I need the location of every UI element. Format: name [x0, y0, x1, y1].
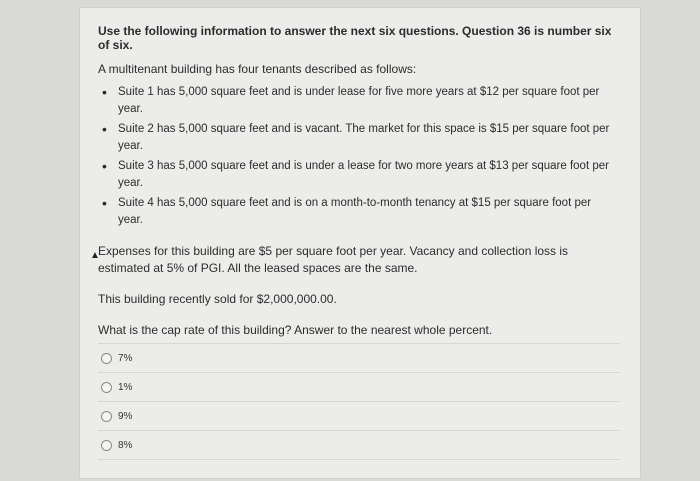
- answer-option-4[interactable]: [98, 430, 620, 460]
- answer-label: 7%: [118, 352, 133, 364]
- question-description: A multitenant building has four tenants described as follows:: [98, 62, 417, 76]
- question-intro: Use the following information to answer the next six questions. Question 36 is number six of six.: [98, 24, 612, 52]
- radio-button[interactable]: [101, 382, 112, 393]
- mouse-cursor-icon: ▲: [90, 250, 100, 261]
- answer-option-1[interactable]: [98, 343, 620, 372]
- suite-item-2: • Suite 2 has 5,000 square feet and is vacant. The market for this space is $15 per square foot per year.: [102, 121, 618, 155]
- suite-item-1: • Suite 1 has 5,000 square feet and is under lease for five more years at $12 per square foot per year.: [102, 84, 618, 118]
- question-prompt: What is the cap rate of this building? Answer to the nearest whole percent.: [98, 323, 493, 337]
- answer-label: 8%: [118, 439, 133, 451]
- question-body: [90, 24, 618, 339]
- radio-button[interactable]: [101, 353, 112, 364]
- suite-item-3: • Suite 3 has 5,000 square feet and is under a lease for two more years at $13 per square foot per year.: [102, 158, 618, 192]
- answer-label: 9%: [118, 410, 133, 422]
- answer-options: [98, 343, 620, 460]
- answer-option-3[interactable]: [98, 401, 620, 430]
- expenses-text: [90, 243, 618, 277]
- radio-button[interactable]: [101, 411, 112, 422]
- answer-label: 1%: [118, 381, 133, 393]
- radio-button[interactable]: [101, 440, 112, 451]
- expenses-label: Expenses for this building are $5 per square foot per year. Vacancy and collection loss is estimated at 5% of PGI. All the leased spaces are the same.: [98, 244, 569, 275]
- suite-item-4: • Suite 4 has 5,000 square feet and is on a month-to-month tenancy at $15 per square foot per year.: [102, 195, 618, 229]
- sale-text: This building recently sold for $2,000,000.00.: [98, 292, 337, 306]
- question-card: [80, 8, 640, 478]
- suite-list: [98, 84, 618, 229]
- answer-option-2[interactable]: [98, 372, 620, 401]
